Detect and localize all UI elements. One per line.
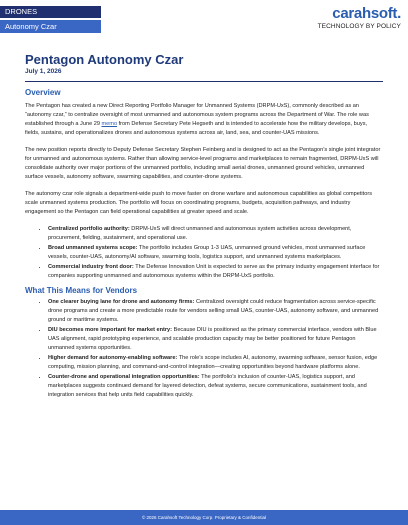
overview-bullet [48,225,383,243]
footer-bar: © 2026 Carahsoft Technology Corp. Proprietary & Confidential [0,510,408,525]
category-tag: DRONES [0,6,101,18]
bullet-text: DRPM-UxS will direct unmanned and autonomous system activities across development, procurement, fielding, sustainment, and operational use. [48,226,352,241]
bullet-text: The portfolio’s inclusion of counter-UAS, logistics support, and marketplaces suggests continued demand for layered detection, defeat systems, secure communications, sustainment tools, and integration services that help units field capabilities quickly. [48,374,367,398]
bullet-text: Centralized oversight could reduce fragmentation across service-specific drone programs and create a more predictable route for vendors selling small UAS, counter-UAS, autonomy software, and unmanned ground or maritime systems. [48,299,379,323]
vendor-bullet [48,373,383,400]
bullet-text: The role’s scope includes AI, autonomy, swarming software, sensor fusion, edge computing, mission planning, and command-and-control integration—creating opportunities beyond hardware platforms alone. [48,355,378,370]
bullet-text: Because DIU is positioned as the primary commercial interface, vendors with Blue UAS alignment, rapid prototyping experience, and scalable production capacity may be better positioned for future Pentagon unmanned systems opportunities. [48,327,377,351]
overview-bullet-list [25,225,383,281]
bullet-label: Broad unmanned systems scope: [48,245,138,251]
carahsoft-logo [318,5,401,30]
page-title: Pentagon Autonomy Czar [25,52,184,67]
vendor-bullet [48,326,383,353]
bullet-text: The Defense Innovation Unit is expected to serve as the primary industry engagement interface for companies supporting unmanned and autonomous systems within the DRPM-UxS portfolio. [48,264,380,279]
bullet-label: DIU becomes more important for market entry: [48,327,173,333]
vendor-bullet [48,298,383,325]
memo-link[interactable]: memo [101,121,118,127]
article-body [25,87,383,401]
vendor-bullet [48,354,383,372]
overview-heading: Overview [25,88,61,97]
overview-bullet [48,244,383,262]
bullet-label: One clearer buying lane for drone and autonomy firms: [48,299,195,305]
bullet-label: Commercial industry front door: [48,264,134,270]
logo-tagline: TECHNOLOGY BY POLICY [317,23,401,30]
publish-date: July 1, 2026 [25,68,62,75]
vendors-bullet-list [25,298,383,400]
overview-paragraph-2: The new position reports directly to Deputy Defense Secretary Stephen Feinberg and is designed to act as the Pentagon’s single joint integrator for unmanned and autonomous systems. Rather than allowing service-level programs and marketplaces to remain fragmented, DRPM-UxS will consolidate authority over major portions of the unmanned portfolio, including small aerial drones, unmanned ground vehicles, unmanned surface vessels, autonomy software, swarming capabilities, and counter-drone systems. [25,147,381,180]
overview-paragraph-1-end: from Defense Secretary Pete Hegseth and is intended to accelerate how the military develops, buys, fields, sustains, and operationalizes drones and autonomous systems across air, land, sea, and counter-UAS missions. [25,121,368,136]
title-divider [25,81,383,82]
bullet-label: Higher demand for autonomy-enabling software: [48,355,178,361]
overview-paragraph-1-start: The Pentagon has created a new Direct Reporting Portfolio Manager for Unmanned Systems (DRPM-UxS), commonly described as an “autonomy czar,” to centralize oversight of most unmanned and autonomous system programs across the Department of War. The role was established through a June 29 [25,103,369,127]
overview-paragraph-3: The autonomy czar role signals a department-wide push to move faster on drone warfare and autonomous capabilities as global competitors scale unmanned systems production. The portfolio will focus on coordinating programs, budgets, acquisition pathways, and industry engagement so the Pentagon can field operational capabilities at greater speed and scale. [25,191,373,215]
subcategory-tag: Autonomy Czar [0,20,101,33]
bullet-text: The portfolio includes Group 1-3 UAS, unmanned ground vehicles, most unmanned surface vessels, counter-UAS, autonomy/AI software, swarming tools, logistics support, and unmanned systems marketplaces. [48,245,366,260]
overview-paragraph-1 [25,102,383,138]
bullet-label: Counter-drone and operational integration opportunities: [48,374,200,380]
vendors-heading: What This Means for Vendors [25,286,138,295]
overview-bullet [48,263,383,281]
logo-wordmark: carahsoft. [332,5,401,22]
bullet-label: Centralized portfolio authority: [48,226,130,232]
